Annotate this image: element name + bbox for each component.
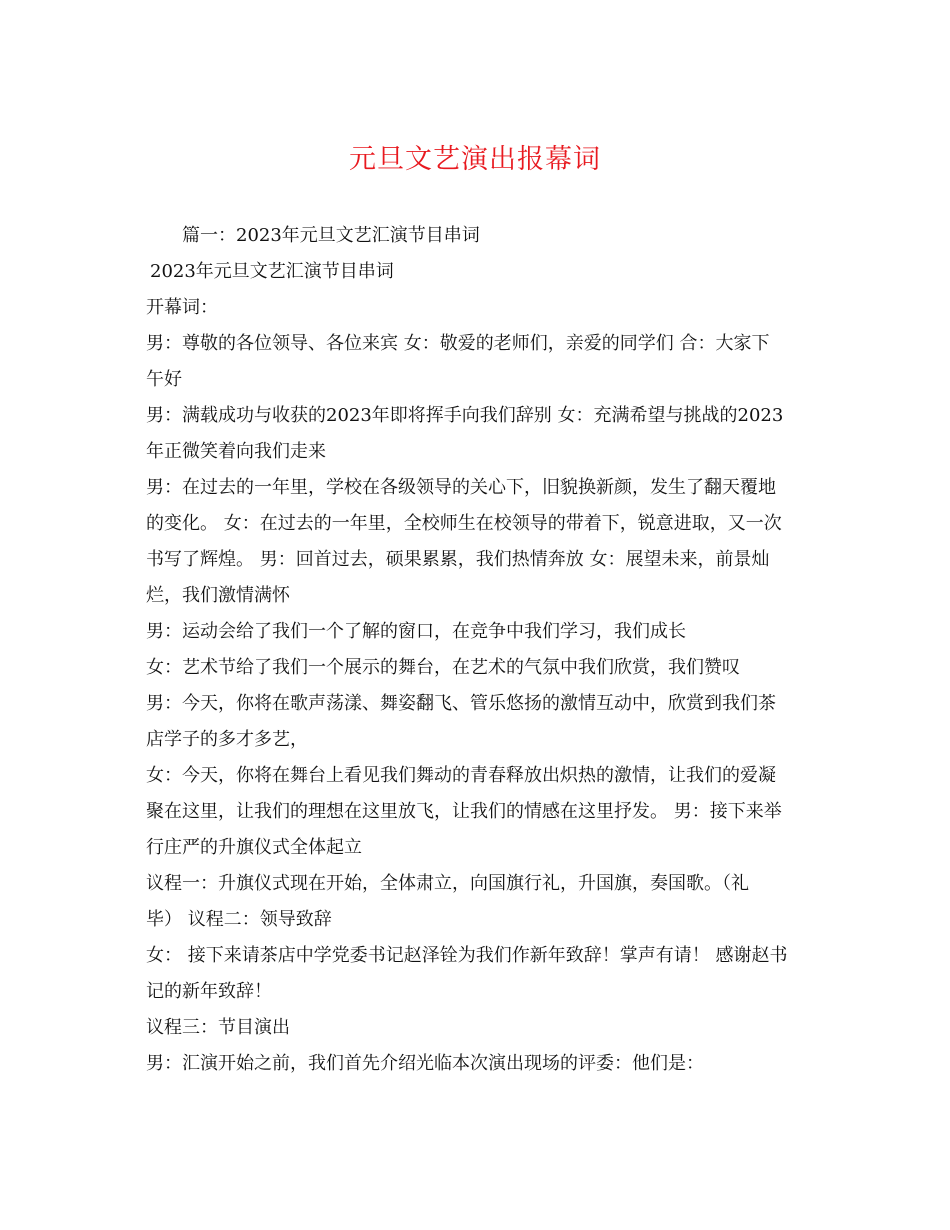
text-line: 男：今天，你将在歌声荡漾、舞姿翻飞、管乐悠扬的激情互动中，欣赏到我们茶 <box>146 693 776 714</box>
text-line: 男：在过去的一年里，学校在各级领导的关心下，旧貌换新颜，发生了翻天覆地 <box>146 477 776 498</box>
text-line: 男：满载成功与收获的2023年即将挥手向我们辞别 女：充满希望与挑战的2023 <box>146 405 784 426</box>
text-line: 议程一：升旗仪式现在开始，全体肃立，向国旗行礼，升国旗，奏国歌。（礼 <box>146 873 749 894</box>
text-line: 女：艺术节给了我们一个展示的舞台，在艺术的气氛中我们欣赏，我们赞叹 <box>146 657 740 678</box>
text-line: 年正微笑着向我们走来 <box>146 441 326 462</box>
text-line: 男：尊敬的各位领导、各位来宾 女：敬爱的老师们，亲爱的同学们 合：大家下 <box>146 333 770 354</box>
text-line: 女： 接下来请茶店中学党委书记赵泽铨为我们作新年致辞！掌声有请！ 感谢赵书 <box>146 945 788 966</box>
text-line: 烂，我们激情满怀 <box>146 585 290 606</box>
text-line: 聚在这里，让我们的理想在这里放飞，让我们的情感在这里抒发。 男：接下来举 <box>146 801 782 822</box>
text-line: 午好 <box>146 369 182 390</box>
text-line-subtitle: 2023年元旦文艺汇演节目串词 <box>150 261 394 282</box>
text-line-section-heading: 篇一：2023年元旦文艺汇演节目串词 <box>182 225 480 246</box>
text-line: 男：汇演开始之前，我们首先介绍光临本次演出现场的评委：他们是： <box>146 1053 704 1074</box>
text-line: 行庄严的升旗仪式全体起立 <box>146 837 362 858</box>
text-line: 男：运动会给了我们一个了解的窗口，在竞争中我们学习，我们成长 <box>146 621 686 642</box>
text-line: 记的新年致辞！ <box>146 981 272 1002</box>
text-line: 书写了辉煌。 男：回首过去，硕果累累，我们热情奔放 女：展望未来，前景灿 <box>146 549 770 570</box>
document-title: 元旦文艺演出报幕词 <box>349 144 601 175</box>
text-line: 店学子的多才多艺， <box>146 729 308 750</box>
text-line: 议程三：节目演出 <box>146 1017 290 1038</box>
text-line: 开幕词： <box>146 297 218 318</box>
text-line: 毕） 议程二：领导致辞 <box>146 909 332 930</box>
document-body <box>146 218 814 1082</box>
text-line: 女：今天，你将在舞台上看见我们舞动的青春释放出炽热的激情，让我们的爱凝 <box>146 765 776 786</box>
text-line: 的变化。 女：在过去的一年里，全校师生在校领导的带着下，锐意进取，又一次 <box>146 513 782 534</box>
